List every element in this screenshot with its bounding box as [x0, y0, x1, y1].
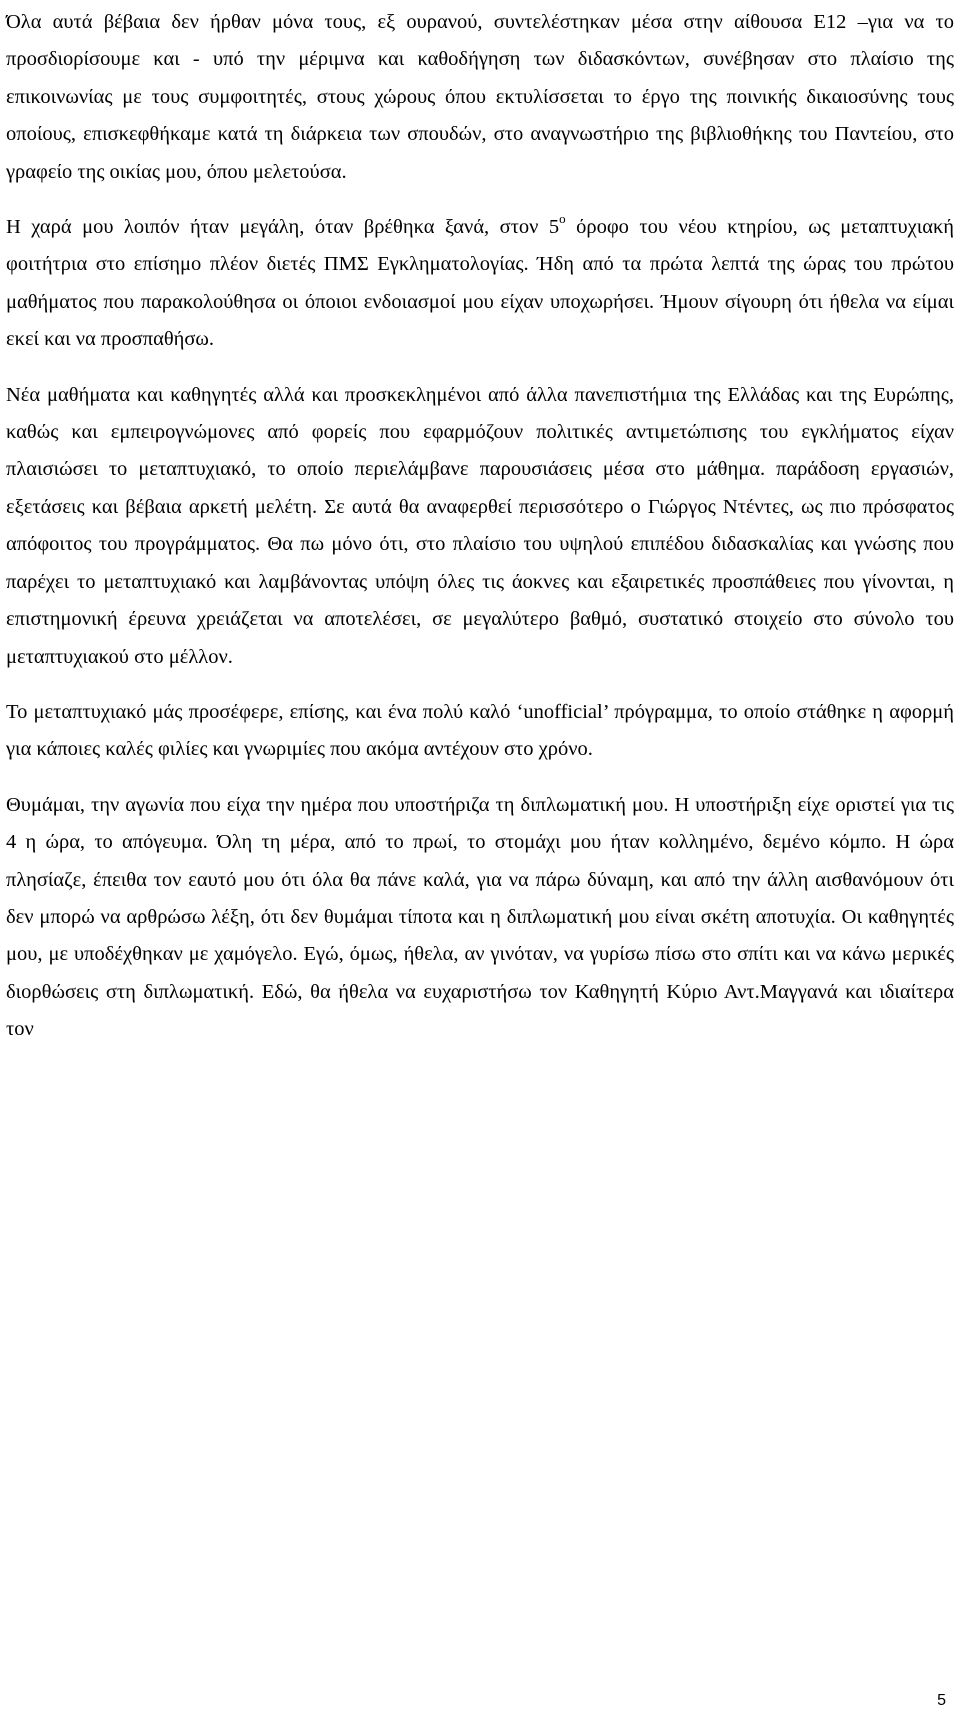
paragraph-5: Θυμάμαι, την αγωνία που είχα την ημέρα που υποστήριζα τη διπλωματική μου. Η υποστήριξη είχε οριστεί για τις 4 η ώρα, το απόγευμα. Όλη τη μέρα, από το πρωί, το στομάχι μου ήταν κολλημένο, δεμένο κόμπο. Η ώρα πλησίαζε, έπειθα τον εαυτό μου ότι όλα θα πάνε καλά, για να πάρω δύναμη, και από την άλλη αισθανόμουν ότι δεν μπορώ να αρθρώσω λέξη, ότι δεν θυμάμαι τίποτα και η διπλωματική μου είναι σκέτη αποτυχία. Οι καθηγητές μου, με υποδέχθηκαν με χαμόγελο. Εγώ, όμως, ήθελα, αν γινόταν, να γυρίσω πίσω στο σπίτι και να κάνω μερικές διορθώσεις στη διπλωματική. Εδώ, θα ήθελα να ευχαριστήσω τον Καθηγητή Κύριο Αντ.Μαγγανά και ιδιαίτερα τον — [6, 793, 954, 1041]
paragraph-1: Όλα αυτά βέβαια δεν ήρθαν μόνα τους, εξ ουρανού, συντελέστηκαν μέσα στην αίθουσα Ε12 –για να το προσδιορίσουμε και - υπό την μέριμνα και καθοδήγηση των διδασκόντων, συνέβησαν στο πλαίσιο της επικοινωνίας με τους συμφοιτητές, στους χώρους όπου εκτυλίσσεται το έργο της ποινικής δικαιοσύνης τους οποίους, επισκεφθήκαμε κατά τη διάρκεια των σπουδών, στο αναγνωστήριο της βιβλιοθήκης του Παντείου, στο γραφείο της οικίας μου, όπου μελετούσα. — [6, 11, 954, 183]
paragraph-2 — [6, 209, 954, 359]
paragraph-4: Το μεταπτυχιακό μάς προσέφερε, επίσης, και ένα πολύ καλό ‘unofficial’ πρόγραμμα, το οποίο στάθηκε η αφορμή για κάποιες καλές φιλίες και γνωριμίες που ακόμα αντέχουν στο χρόνο. — [6, 700, 954, 761]
ordinal-superscript: ο — [559, 211, 566, 227]
page-body — [6, 4, 954, 1049]
paragraph-2-text-start: Η χαρά μου λοιπόν ήταν μεγάλη, όταν βρέθηκα ξανά, στον 5 — [6, 216, 560, 239]
paragraph-3: Νέα μαθήματα και καθηγητές αλλά και προσκεκλημένοι από άλλα πανεπιστήμια της Ελλάδας και της Ευρώπης, καθώς και εμπειρογνώμονες από φορείς που εφαρμόζουν πολιτικές αντιμετώπισης του εγκλήματος είχαν πλαισιώσει το μεταπτυχιακό, το οποίο περιελάμβανε παρουσιάσεις μέσα στο μάθημα. παράδοση εργασιών, εξετάσεις και βέβαια αρκετή μελέτη. Σε αυτά θα αναφερθεί περισσότερο ο Γιώργος Ντέντες, ως πιο πρόσφατος απόφοιτος του προγράμματος. Θα πω μόνο ότι, στο πλαίσιο του υψηλού επιπέδου διδασκαλίας και γνώσης που παρέχει το μεταπτυχιακό και λαμβάνοντας υπόψη όλες τις άοκνες και εξαιρετικές προσπάθειες που γίνονται, η επιστημονική έρευνα χρειάζεται να αποτελέσει, σε μεγαλύτερο βαθμό, συστατικό στοιχείο στο σύνολο του μεταπτυχιακού στο μέλλον. — [6, 383, 954, 668]
page-number: 5 — [937, 1692, 946, 1709]
paragraph-2-text-end: όροφο του νέου κτηρίου, ως μεταπτυχιακή φοιτήτρια στο επίσημο πλέον διετές ΠΜΣ Εγκληματολογίας. Ήδη από τα πρώτα λεπτά της ώρας του πρώτου μαθήματος που παρακολούθησα οι όποιοι ενδοιασμοί μου είχαν υποχωρήσει. Ήμουν σίγουρη ότι ήθελα να είμαι εκεί και να προσπαθήσω. — [6, 216, 954, 351]
